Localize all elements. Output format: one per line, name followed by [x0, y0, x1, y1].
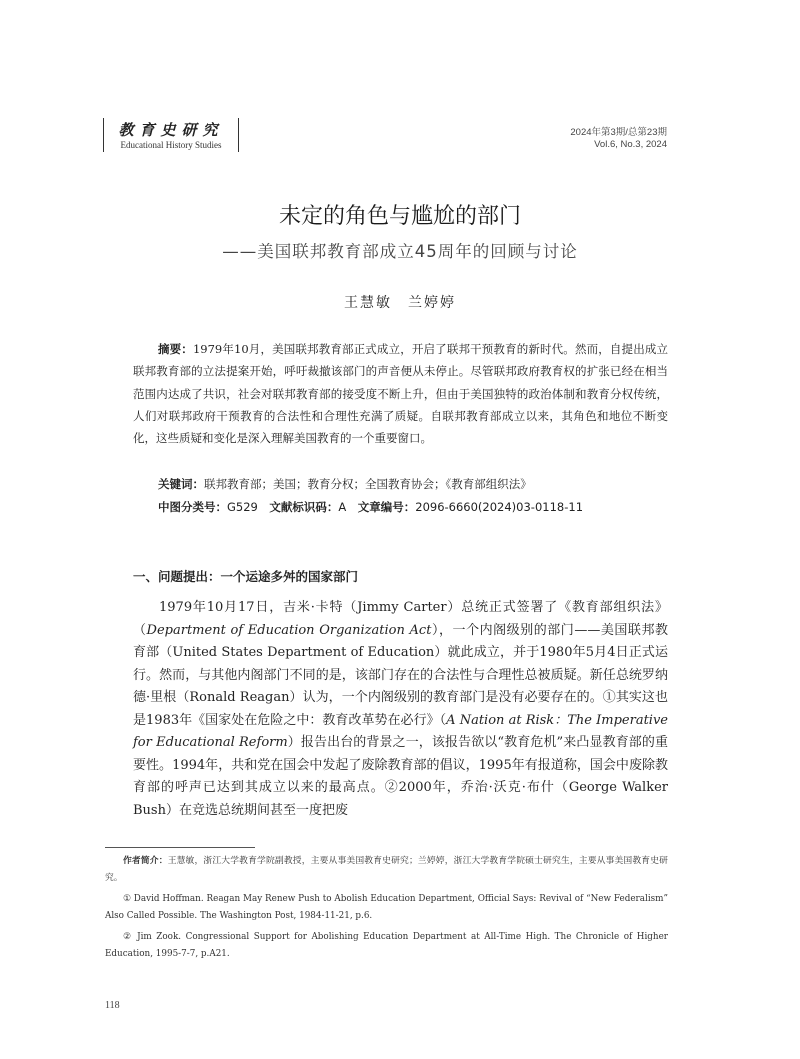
author-bio-text: 王慧敏，浙江大学教育学院副教授，主要从事美国教育史研究；兰婷婷，浙江大学教育学院硕士研究生，主要从事美国教育史研究。 [105, 856, 668, 883]
journal-name-cn: 教育史研究 [118, 121, 224, 139]
keywords-text: 联邦教育部；美国；教育分权；全国教育协会；《教育部组织法》 [204, 477, 532, 491]
act-title: Department of Education Organization Act [146, 622, 432, 638]
doc-code-value: A [338, 500, 347, 514]
footnote-2: ② Jim Zook. Congressional Support for Abolishing Education Department at All-Time High. The Chronicle of Higher Education, 1995-7-7, p.A21. [105, 932, 668, 959]
article-number-value: 2096-6660(2024)03-0118-11 [415, 500, 584, 514]
body-text-part-1: 1979年10月17日，吉米·卡特（Jimmy Carter）总统正式签署了《教育部组织法》（ [133, 600, 668, 638]
issue-info-en: Vol.6, No.3, 2024 [594, 139, 667, 150]
doc-code-label: 文献标识码： [269, 500, 339, 514]
clc-label: 中图分类号： [158, 500, 227, 514]
section-heading: 一、问题提出：一个运途多舛的国家部门 [133, 569, 359, 584]
article-title: 未定的角色与尴尬的部门 [278, 204, 521, 229]
abstract-label: 摘要： [158, 342, 193, 356]
footnote-divider [105, 847, 255, 848]
footnote-1: ① David Hoffman. Reagan May Renew Push to Abolish Education Department, Official Says: Revival of “New Federalism” Also Called Possible. The Washington Post, 1984-11-21, p.6. [105, 894, 668, 921]
clc-value: G529 [227, 500, 258, 514]
body-text-part-3: ）报告出台的背景之一，该报告欲以“教育危机”来凸显教育部的重要性。1994年，共和党在国会中发起了废除教育部的倡议，1995年有报道称，国会中废除教育部的呼声已达到其成立以来的最高点。②2000年，乔治·沃克·布什（George Walker Bush）在竞选总统期间甚至一度把废 [133, 735, 668, 818]
classification-line [158, 499, 583, 515]
report-title: A Nation at Risk：The Imperative for Educational Reform [133, 712, 668, 750]
author-bio-note [105, 853, 668, 887]
journal-masthead [103, 118, 239, 152]
keywords-line [158, 476, 532, 492]
abstract [133, 338, 668, 449]
keywords-label: 关键词： [158, 477, 204, 491]
abstract-text: 1979年10月，美国联邦教育部正式成立，开启了联邦干预教育的新时代。然而，自提出成立联邦教育部的立法提案开始，呼吁裁撤该部门的声音便从未停止。尽管联邦政府教育权的扩张已经在相当范围内达成了共识，社会对联邦教育部的接受度不断上升，但由于美国独特的政治体制和教育分权传统，人们对联邦政府干预教育的合法性和合理性充满了质疑。自联邦教育部成立以来，其角色和地位不断变化，这些质疑和变化是深入理解美国教育的一个重要窗口。 [133, 342, 668, 446]
article-authors: 王慧敏 兰婷婷 [344, 295, 456, 311]
body-text-part-2: ），一个内阁级别的部门——美国联邦教育部（United States Department of Education）就此成立，并于1980年5月4日正式运行。然而，与其他内阁部门不同的是，该部门存在的合法性与合理性总被质疑。新任总统罗纳德·里根（Ronald Reagan）认为，一个内阁级别的教育部门是没有必要存在的。①其实这也是1983年《国家处在危险之中：教育改革势在必行》（ [133, 622, 668, 728]
issue-info-cn: 2024年第3期/总第23期 [570, 127, 667, 138]
page-number: 118 [105, 1000, 120, 1011]
author-bio-label: 作者简介： [123, 856, 168, 866]
body-paragraph [133, 597, 668, 822]
article-subtitle: ——美国联邦教育部成立45周年的回顾与讨论 [222, 242, 578, 261]
article-number-label: 文章编号： [357, 500, 416, 514]
journal-name-en: Educational History Studies [120, 140, 222, 150]
